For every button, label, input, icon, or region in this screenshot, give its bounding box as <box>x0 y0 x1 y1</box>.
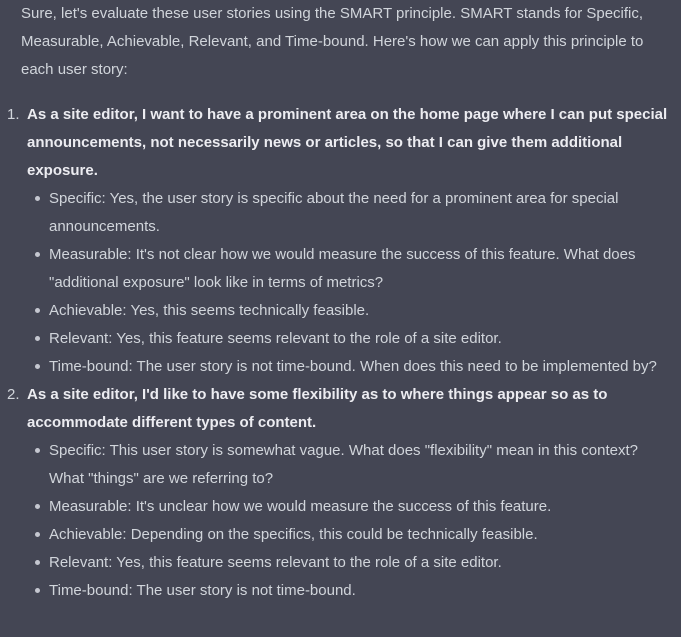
criterion-time-bound <box>49 353 675 381</box>
bullet-icon <box>35 560 40 565</box>
criterion-specific <box>49 185 675 241</box>
smart-criteria-list <box>0 437 681 605</box>
criterion-relevant <box>49 549 675 577</box>
intro-paragraph: Sure, let's evaluate these user stories using the SMART principle. SMART stands for Specific, Measurable, Achievable, Relevant, and Time-bound. Here's how we can apply this principle to each user story: <box>21 5 644 78</box>
criterion-text: Achievable: Yes, this seems technically feasible. <box>49 302 370 319</box>
user-story-list <box>0 101 681 605</box>
bullet-icon <box>35 504 40 509</box>
bullet-icon <box>35 308 40 313</box>
criterion-text: Relevant: Yes, this feature seems relevant to the role of a site editor. <box>49 330 502 347</box>
criterion-text: Time-bound: The user story is not time-bound. <box>49 582 356 599</box>
criterion-text: Achievable: Depending on the specifics, this could be technically feasible. <box>49 526 538 543</box>
criterion-text: Measurable: It's unclear how we would measure the success of this feature. <box>49 498 552 515</box>
criterion-text: Relevant: Yes, this feature seems relevant to the role of a site editor. <box>49 554 502 571</box>
bullet-icon <box>35 336 40 341</box>
smart-criteria-list <box>0 185 681 381</box>
criterion-achievable <box>49 521 675 549</box>
criterion-text: Time-bound: The user story is not time-bound. When does this need to be implemented by? <box>49 358 657 375</box>
story-title: As a site editor, I want to have a prominent area on the home page where I can put special announcements, not necessarily news or articles, so that I can give them additional exposure. <box>27 106 668 179</box>
bullet-icon <box>35 364 40 369</box>
criterion-text: Measurable: It's not clear how we would measure the success of this feature. What does "additional exposure" look like in terms of metrics? <box>49 246 636 291</box>
bullet-icon <box>35 532 40 537</box>
bullet-icon <box>35 252 40 257</box>
criterion-measurable <box>49 493 675 521</box>
story-number: 1. <box>7 106 20 123</box>
bullet-icon <box>35 196 40 201</box>
criterion-achievable <box>49 297 675 325</box>
criterion-relevant <box>49 325 675 353</box>
criterion-text: Specific: Yes, the user story is specific about the need for a prominent area for special announcements. <box>49 190 619 235</box>
criterion-time-bound <box>49 577 675 605</box>
bullet-icon <box>35 588 40 593</box>
user-story-item <box>0 101 681 381</box>
bullet-icon <box>35 448 40 453</box>
criterion-text: Specific: This user story is somewhat vague. What does "flexibility" mean in this context? What "things" are we referring to? <box>49 442 638 487</box>
user-story-item <box>0 381 681 605</box>
story-number: 2. <box>7 386 20 403</box>
criterion-specific <box>49 437 675 493</box>
story-title: As a site editor, I'd like to have some flexibility as to where things appear so as to accommodate different types of content. <box>27 386 608 431</box>
criterion-measurable <box>49 241 675 297</box>
